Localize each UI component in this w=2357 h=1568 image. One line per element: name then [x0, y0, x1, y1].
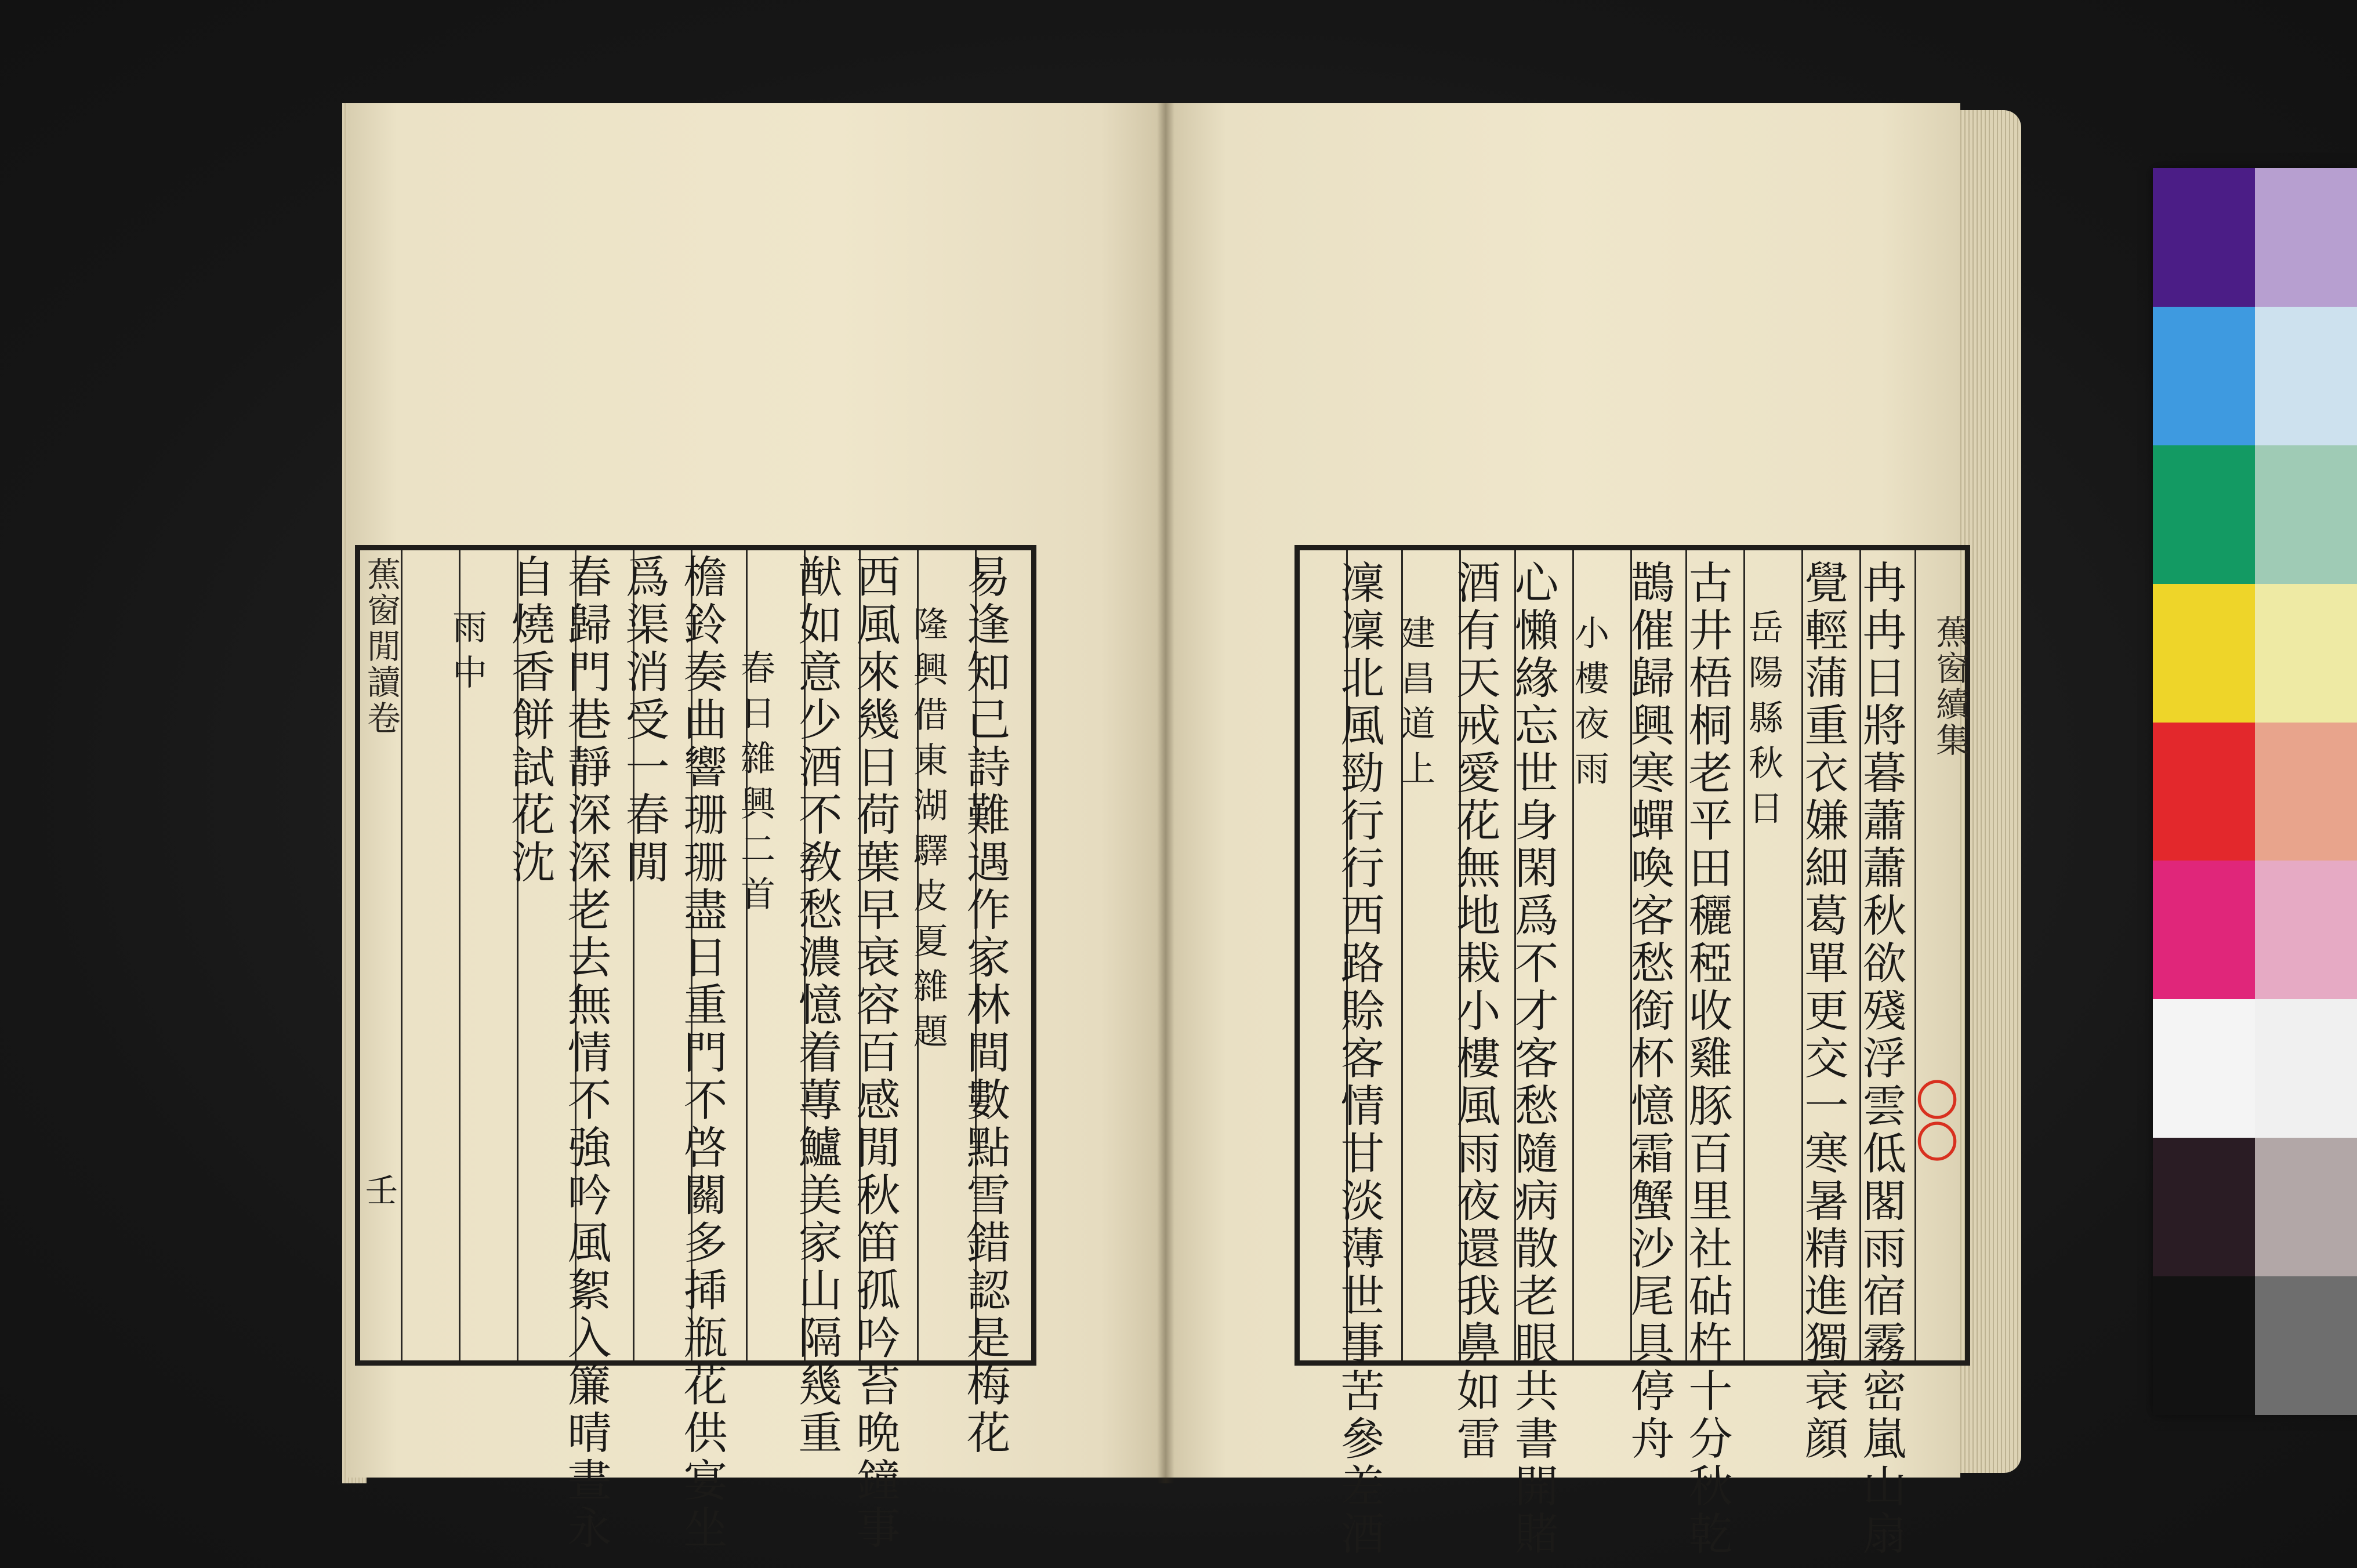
- left-col-2: 隆興借東湖驛皮夏雜題: [908, 606, 948, 1058]
- color-swatch: [2255, 584, 2357, 723]
- right-col-10: 凜凜北風勁行行西路賒客情甘淡薄世事苦參差酒: [1333, 560, 1385, 1558]
- left-col-7: 爲渠消受一春閒: [618, 554, 670, 887]
- color-swatch: [2153, 723, 2255, 861]
- right-col-1: 冉冉日將暮蕭蕭秋欲殘浮雲低閣雨宿霧密嵐山扇: [1855, 560, 1907, 1558]
- color-swatch: [2255, 999, 2357, 1138]
- right-col-2: 覺輕蒲重衣嫌細葛單更交一寒暑精進獨衰顔: [1797, 560, 1849, 1463]
- book-gutter: [1157, 103, 1174, 1483]
- right-col-7: 心懶緣忘世身閑爲不才客愁隨病散老眼共書開賭: [1507, 560, 1559, 1558]
- color-swatch: [2255, 307, 2357, 445]
- color-swatch: [2255, 1276, 2357, 1415]
- color-swatch: [2153, 1276, 2255, 1415]
- color-swatch: [2153, 999, 2255, 1138]
- right-col-8: 酒有天戒愛花無地栽小樓風雨夜還我鼻如雷: [1449, 560, 1501, 1463]
- left-col-8: 春歸門巷靜深深老去無情不強吟風絮入簾晴晝永: [560, 554, 612, 1552]
- color-swatch: [2255, 168, 2357, 307]
- color-swatch: [2153, 445, 2255, 584]
- right-page-side-tab: 蕉窗續集: [1930, 615, 1970, 758]
- color-swatch: [2255, 723, 2357, 861]
- color-swatch: [2255, 445, 2357, 584]
- right-col-4: 古井梧桐老平田穲稏收雞豚百里社砧杵十分秋乾: [1681, 560, 1733, 1558]
- color-checker-card: [2153, 168, 2357, 1415]
- red-annotation-marks: 〇〇: [1909, 1079, 1959, 1162]
- left-page-side-tab: 蕉窗閒讀卷: [361, 557, 401, 736]
- right-col-9: 建昌道上: [1395, 615, 1435, 796]
- color-swatch: [2255, 861, 2357, 999]
- left-col-5: 春日雜興二首: [735, 649, 775, 921]
- left-col-3: 西風來幾日荷葉早衰容百感閒秋笛孤吟苔晩鐘事: [849, 554, 901, 1552]
- left-col-1: 易逢知己詩難遇作家林間數點雪錯認是梅花: [959, 554, 1011, 1457]
- color-swatch: [2153, 1138, 2255, 1276]
- left-col-4: 猷如意少酒不敎愁濃憶着蓴鱸美家山隔幾重: [791, 554, 843, 1457]
- left-col-9: 自燒香餅試花沈: [504, 554, 556, 887]
- right-col-5: 鵲催歸興寒蟬喚客愁銜杯憶霜蟹沙尾具停舟: [1623, 560, 1675, 1463]
- color-swatch: [2255, 1138, 2357, 1276]
- left-page-number: 壬: [365, 1173, 398, 1210]
- color-swatch: [2153, 584, 2255, 723]
- color-swatch: [2153, 168, 2255, 307]
- left-col-10: 雨中: [447, 609, 487, 699]
- right-col-6: 小樓夜雨: [1569, 615, 1609, 796]
- color-swatch: [2153, 307, 2255, 445]
- color-swatch: [2153, 861, 2255, 999]
- right-col-3: 岳陽縣秋日: [1743, 609, 1783, 835]
- left-col-6: 檐鈴奏曲響珊珊盡日重門不啓關多揷瓶花供宴坐: [676, 554, 728, 1552]
